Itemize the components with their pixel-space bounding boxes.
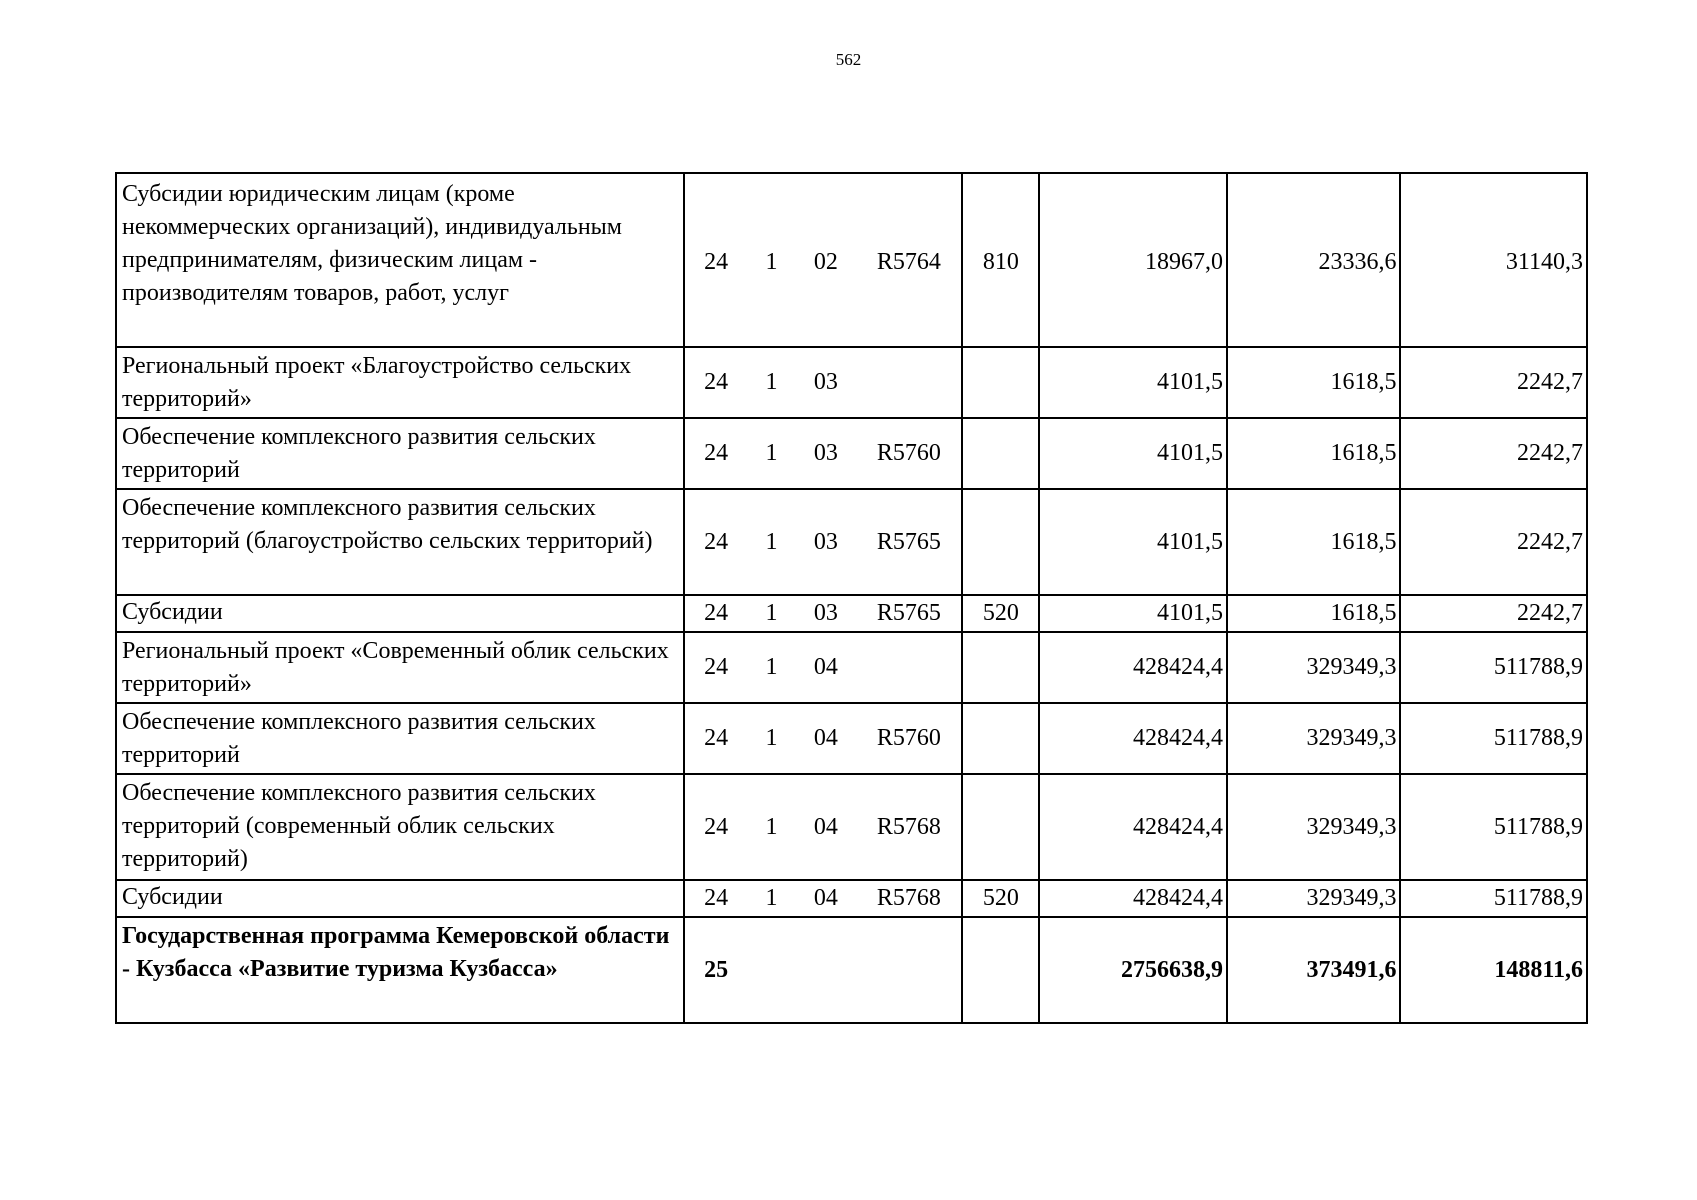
program-code: 24 [704, 528, 729, 555]
direction-code: R5765 [876, 600, 941, 626]
program-code: 24 [704, 813, 729, 840]
main-activity-code: 03 [813, 528, 838, 555]
table-row [116, 917, 1587, 1023]
expense-type-code [962, 917, 1039, 1023]
year1-amount: 2756638,9 [1039, 917, 1227, 1023]
row-name-cell: Государственная программа Кемеровской области - Кузбасса «Развитие туризма Кузбасса» [116, 917, 684, 1023]
table-row [116, 595, 1587, 632]
subprogram-code: 1 [765, 654, 778, 680]
row-codes-cell [684, 632, 963, 703]
table-row [116, 173, 1587, 347]
program-code: 24 [704, 885, 729, 911]
table-row [116, 347, 1587, 418]
page-number: 562 [835, 50, 862, 69]
year2-amount: 373491,6 [1227, 917, 1400, 1023]
row-codes-cell [684, 595, 963, 632]
program-code: 24 [704, 654, 729, 680]
year2-amount: 329349,3 [1227, 774, 1400, 880]
subprogram-code: 1 [765, 725, 778, 751]
row-name-cell: Региональный проект «Благоустройство сельских территорий» [116, 347, 684, 418]
row-name-cell: Обеспечение комплексного развития сельских территорий (благоустройство сельских территорий) [116, 489, 684, 595]
main-activity-code: 04 [813, 885, 838, 911]
year2-amount: 329349,3 [1227, 703, 1400, 774]
expense-type-code [962, 418, 1039, 489]
row-name-cell: Субсидии юридическим лицам (кроме некоммерческих организаций), индивидуальным предпринимателям, физическим лицам - производителям товаров, работ, услуг [116, 173, 684, 347]
year3-amount: 511788,9 [1400, 774, 1587, 880]
table-row [116, 418, 1587, 489]
expense-type-code: 520 [962, 595, 1039, 632]
year1-amount: 18967,0 [1039, 173, 1227, 347]
year1-amount: 428424,4 [1039, 774, 1227, 880]
expense-type-code [962, 774, 1039, 880]
row-codes-cell [684, 418, 963, 489]
direction-code [857, 954, 962, 987]
row-name-cell: Субсидии [116, 595, 684, 632]
subprogram-code: 1 [765, 813, 778, 840]
main-activity-code: 02 [813, 249, 838, 275]
direction-code: R5768 [876, 813, 941, 840]
expense-type-code [962, 347, 1039, 418]
year3-amount: 511788,9 [1400, 880, 1587, 917]
year1-amount: 4101,5 [1039, 347, 1227, 418]
direction-code [857, 651, 962, 684]
year3-amount: 511788,9 [1400, 703, 1587, 774]
main-activity-code: 03 [813, 600, 838, 626]
expense-type-code [962, 632, 1039, 703]
subprogram-code: 1 [765, 440, 778, 466]
program-code: 24 [704, 369, 729, 395]
subprogram-code: 1 [765, 600, 778, 626]
table-row [116, 880, 1587, 917]
row-name-cell: Обеспечение комплексного развития сельских территорий [116, 418, 684, 489]
year1-amount: 428424,4 [1039, 632, 1227, 703]
year1-amount: 428424,4 [1039, 880, 1227, 917]
subprogram-code: 1 [765, 885, 778, 911]
row-codes-cell [684, 489, 963, 595]
year3-amount: 2242,7 [1400, 418, 1587, 489]
expense-type-code [962, 703, 1039, 774]
table-row [116, 774, 1587, 880]
main-activity-code: 04 [813, 725, 838, 751]
program-code: 24 [704, 440, 729, 466]
row-codes-cell [684, 703, 963, 774]
year2-amount: 329349,3 [1227, 632, 1400, 703]
year2-amount: 329349,3 [1227, 880, 1400, 917]
row-codes-cell [684, 774, 963, 880]
subprogram-code [748, 954, 795, 987]
direction-code: R5764 [876, 249, 941, 275]
expense-type-code: 520 [962, 880, 1039, 917]
year3-amount: 148811,6 [1400, 917, 1587, 1023]
expense-type-code: 810 [962, 173, 1039, 347]
program-code: 24 [704, 249, 729, 275]
direction-code: R5760 [876, 440, 941, 466]
row-name-cell: Обеспечение комплексного развития сельских территорий (современный облик сельских территорий) [116, 774, 684, 880]
main-activity-code: 04 [813, 654, 838, 680]
year2-amount: 1618,5 [1227, 595, 1400, 632]
main-activity-code [795, 954, 856, 987]
year2-amount: 23336,6 [1227, 173, 1400, 347]
row-codes-cell [684, 880, 963, 917]
year3-amount: 31140,3 [1400, 173, 1587, 347]
year1-amount: 4101,5 [1039, 595, 1227, 632]
year1-amount: 4101,5 [1039, 489, 1227, 595]
year1-amount: 428424,4 [1039, 703, 1227, 774]
subprogram-code: 1 [765, 249, 778, 275]
budget-table [115, 172, 1588, 1024]
year3-amount: 2242,7 [1400, 347, 1587, 418]
direction-code: R5768 [876, 885, 941, 911]
year3-amount: 511788,9 [1400, 632, 1587, 703]
row-name-cell: Обеспечение комплексного развития сельских территорий [116, 703, 684, 774]
year1-amount: 4101,5 [1039, 418, 1227, 489]
program-code: 24 [704, 600, 729, 626]
direction-code: R5765 [876, 528, 941, 555]
year2-amount: 1618,5 [1227, 347, 1400, 418]
expense-type-code [962, 489, 1039, 595]
table-row [116, 489, 1587, 595]
subprogram-code: 1 [765, 528, 778, 555]
year3-amount: 2242,7 [1400, 489, 1587, 595]
row-codes-cell [684, 917, 963, 1023]
year3-amount: 2242,7 [1400, 595, 1587, 632]
direction-code [857, 366, 962, 399]
main-activity-code: 03 [813, 440, 838, 466]
row-name-cell: Субсидии [116, 880, 684, 917]
table-row [116, 632, 1587, 703]
row-name-cell: Региональный проект «Современный облик сельских территорий» [116, 632, 684, 703]
row-codes-cell [684, 173, 963, 347]
subprogram-code: 1 [765, 369, 778, 395]
main-activity-code: 04 [813, 813, 838, 840]
year2-amount: 1618,5 [1227, 418, 1400, 489]
year2-amount: 1618,5 [1227, 489, 1400, 595]
program-code: 24 [704, 725, 729, 751]
table-row [116, 703, 1587, 774]
direction-code: R5760 [876, 725, 941, 751]
row-codes-cell [684, 347, 963, 418]
program-code: 25 [704, 956, 729, 983]
main-activity-code: 03 [813, 369, 838, 395]
